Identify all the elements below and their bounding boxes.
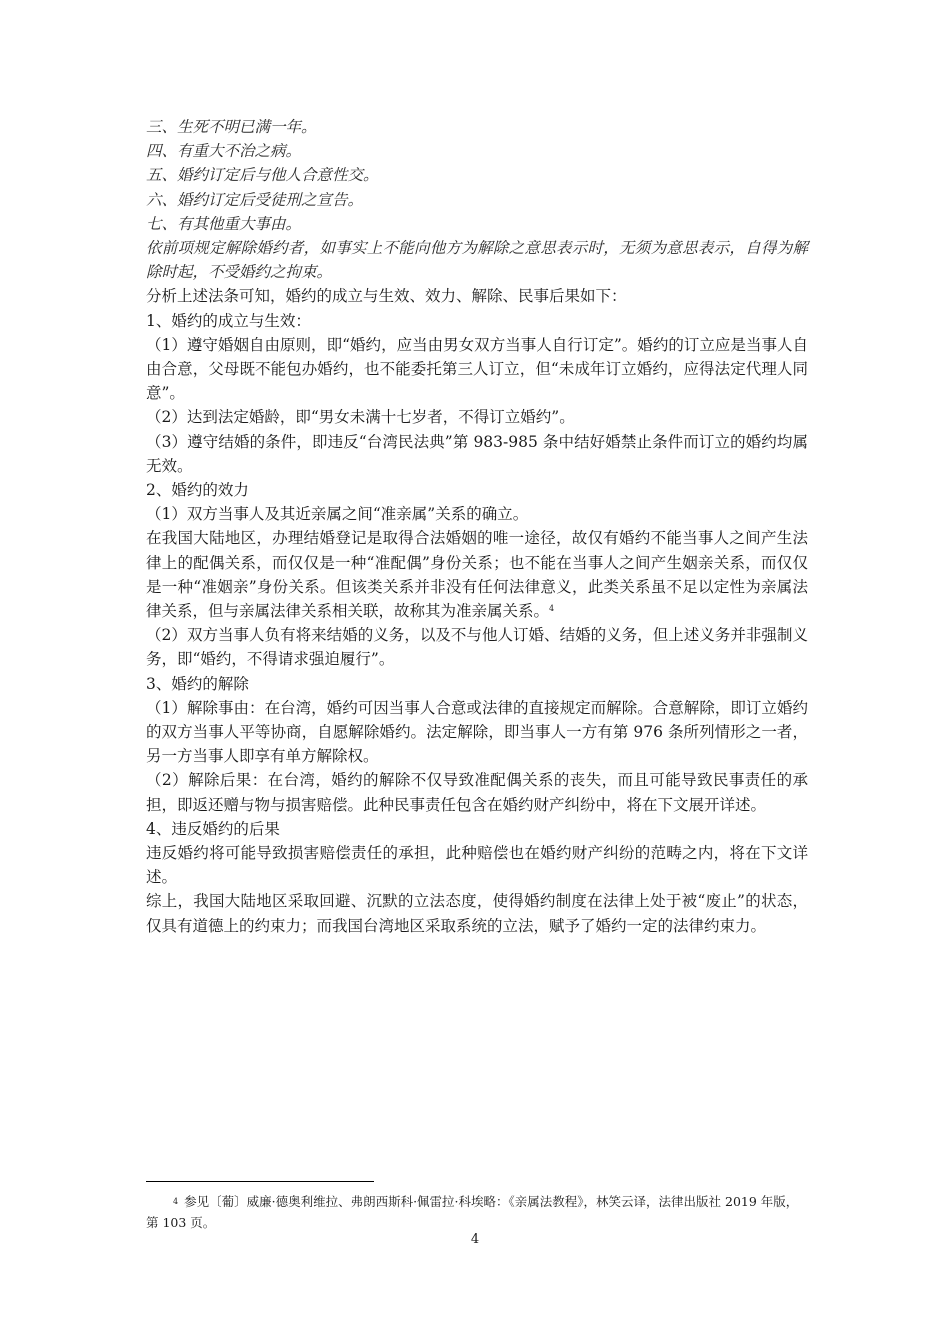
section-heading: 3、婚约的解除 — [146, 674, 249, 693]
footnote-reference[interactable]: 4 — [549, 603, 555, 613]
section-heading: 1、婚约的成立与生效： — [146, 311, 311, 330]
footnote — [146, 1191, 808, 1233]
paragraph: （2）双方当事人负有将来结婚的义务，以及不与他人订婚、结婚的义务，但上述义务并非强制义务，即“婚约，不得请求强迫履行”。 — [146, 626, 808, 669]
footnote-separator — [146, 1181, 374, 1182]
page-number: 4 — [470, 1232, 480, 1247]
conclusion-paragraph: 综上，我国大陆地区采取回避、沉默的立法态度，使得婚约制度在法律上处于被“废止”的状态，仅具有道德上的约束力；而我国台湾地区采取系统的立法，赋予了婚约一定的法律约束力。 — [146, 892, 808, 935]
footnote-text: 参见〔葡〕威廉·德奥利维拉、弗朗西斯科·佩雷拉·科埃略：《亲属法教程》，林笑云译，法律出版社 2019 年版，第 103 页。 — [146, 1194, 799, 1230]
statute-tail: 依前项规定解除婚约者，如事实上不能向他方为解除之意思表示时，无须为意思表示，自得为解除时起，不受婚约之拘束。 — [146, 238, 808, 282]
statute-item: 四、有重大不治之病。 — [146, 142, 302, 161]
analysis-intro: 分析上述法条可知，婚约的成立与生效、效力、解除、民事后果如下： — [146, 287, 627, 306]
paragraph: 违反婚约将可能导致损害赔偿责任的承担，此种赔偿也在婚约财产纠纷的范畴之内，将在下文详述。 — [146, 844, 808, 887]
paragraph-with-footnote — [146, 526, 808, 623]
paragraph-text: 在我国大陆地区，办理结婚登记是取得合法婚姻的唯一途径，故仅有婚约不能当事人之间产生法律上的配偶关系，而仅仅是一种“准配偶”身份关系；也不能在当事人之间产生姻亲关系，而仅仅是一种“准姻亲”身份关系。但该类关系并非没有任何法律意义，此类关系虽不足以定性为亲属法律关系，但与亲属法律关系相关联，故称其为准亲属关系。 — [146, 529, 808, 620]
section-heading: 2、婚约的效力 — [146, 480, 249, 499]
body-text — [146, 115, 808, 938]
paragraph: （3）遵守结婚的条件，即违反“台湾民法典”第 983-985 条中结好婚禁止条件而订立的婚约均属无效。 — [146, 432, 808, 475]
paragraph: （1）解除事由：在台湾，婚约可因当事人合意或法律的直接规定而解除。合意解除，即订立婚约的双方当事人平等协商，自愿解除婚约。法定解除，即当事人一方有第 976 条所列情形之一者，另一方当事人即享有单方解除权。 — [146, 698, 808, 766]
section-heading: 4、违反婚约的后果 — [146, 819, 280, 838]
paragraph: （1）双方当事人及其近亲属之间“准亲属”关系的确立。 — [146, 505, 529, 524]
statute-item: 六、婚约订定后受徒刑之宣告。 — [146, 190, 364, 209]
paragraph: （2）解除后果：在台湾，婚约的解除不仅导致准配偶关系的丧失，而且可能导致民事责任的承担，即返还赠与物与损害赔偿。此种民事责任包含在婚约财产纠纷中，将在下文展开详述。 — [146, 771, 808, 814]
paragraph: （1）遵守婚姻自由原则，即“婚约，应当由男女双方当事人自行订定”。婚约的订立应是当事人自由合意，父母既不能包办婚约，也不能委托第三人订立，但“未成年订立婚约，应得法定代理人同意”。 — [146, 335, 808, 403]
statute-item: 三、生死不明已满一年。 — [146, 118, 317, 136]
footnote-mark: 4 — [173, 1197, 179, 1206]
paragraph: （2）达到法定婚龄，即“男女未满十七岁者，不得订立婚约”。 — [146, 408, 575, 427]
statute-item: 七、有其他重大事由。 — [146, 214, 302, 233]
statute-item: 五、婚约订定后与他人合意性交。 — [146, 166, 379, 185]
